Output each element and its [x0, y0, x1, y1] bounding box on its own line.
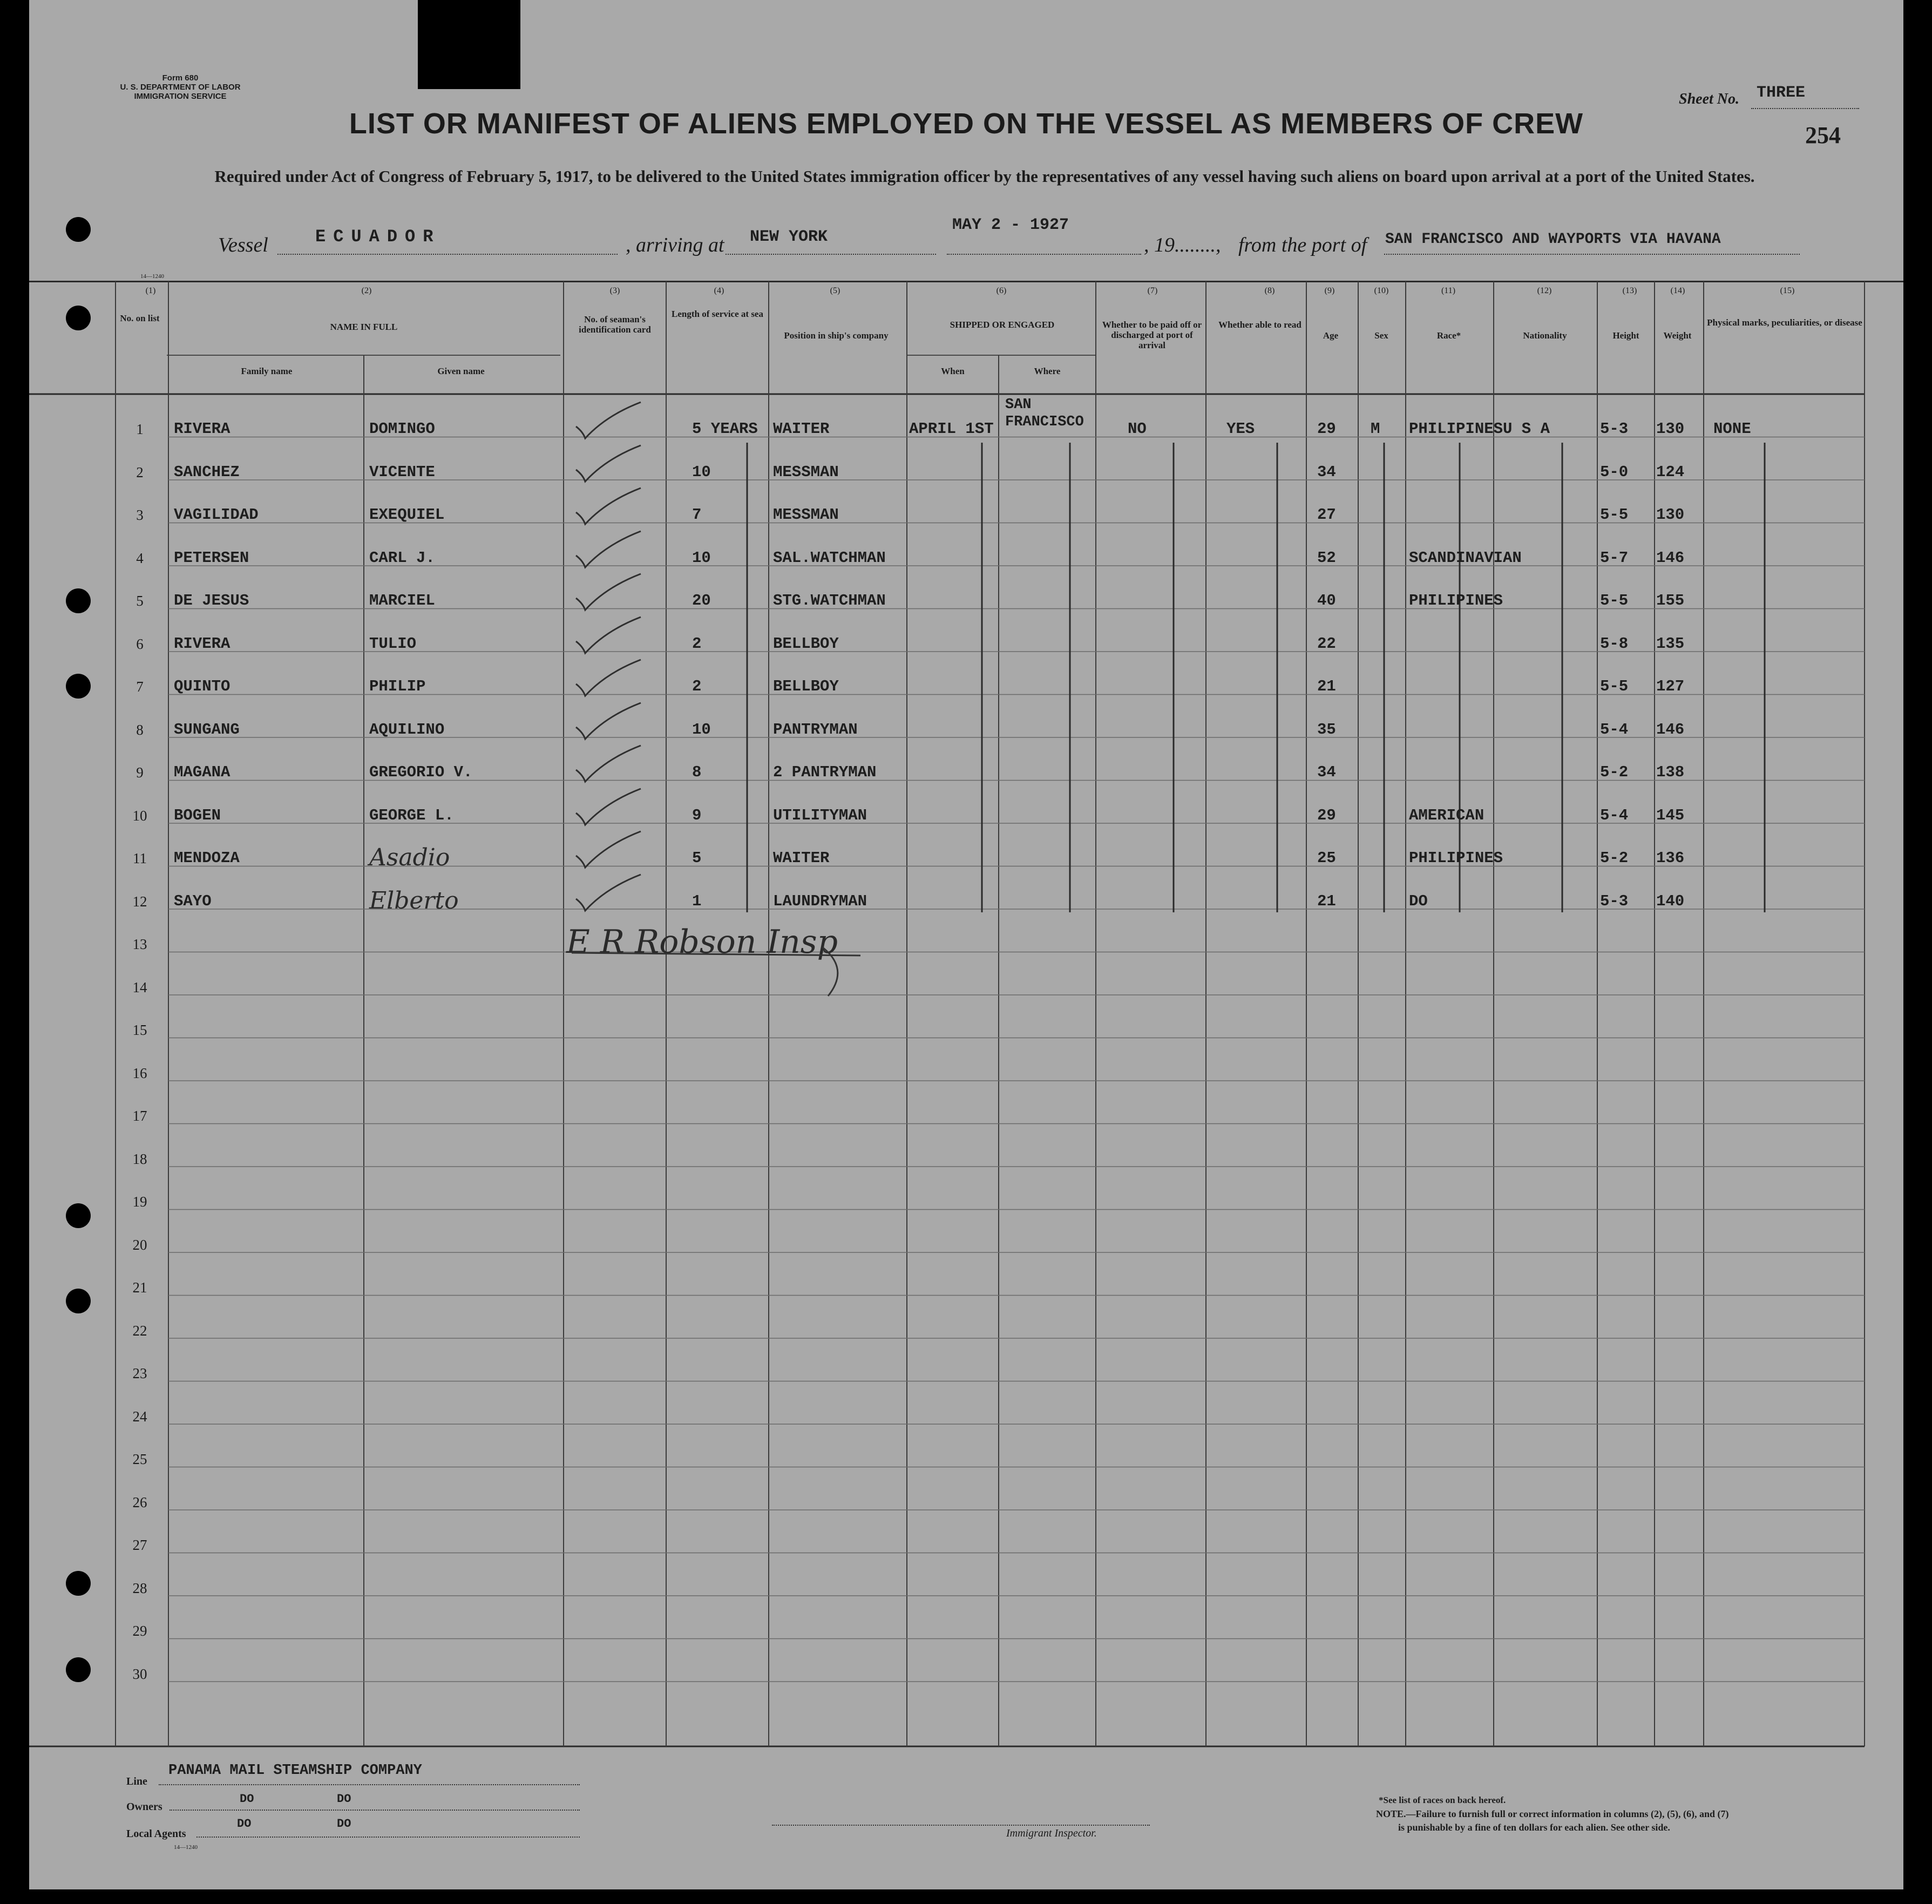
crew-race: PHILIPINES	[1409, 849, 1503, 867]
check-mark	[573, 614, 643, 658]
col-header-name: NAME IN FULL	[330, 322, 398, 332]
vessel-line	[277, 254, 618, 255]
crew-age: 52	[1317, 548, 1336, 567]
crew-service: 8	[692, 763, 702, 781]
row-number: 11	[133, 850, 147, 866]
crew-family-name: SAYO	[174, 892, 212, 910]
crew-height: 5-4	[1600, 806, 1629, 824]
from-port: SAN FRANCISCO AND WAYPORTS VIA HAVANA	[1385, 231, 1721, 248]
row-number: 6	[136, 635, 144, 652]
crew-family-name: BOGEN	[174, 806, 221, 824]
crew-given-name: CARL J.	[369, 548, 435, 567]
crew-service: 10	[692, 463, 711, 481]
inspector-line	[772, 1825, 1150, 1826]
crew-service: 2	[692, 677, 702, 695]
crew-height: 5-8	[1600, 634, 1629, 653]
arriving-label: , arriving at	[626, 234, 724, 256]
arriving-port: NEW YORK	[750, 228, 828, 246]
check-mark	[573, 443, 643, 486]
arriving-line	[726, 254, 936, 255]
crew-service: 1	[692, 892, 702, 910]
row-number: 29	[132, 1623, 147, 1639]
crew-weight: 145	[1656, 806, 1685, 824]
row-number: 26	[132, 1494, 147, 1510]
agents-label: Local Agents	[126, 1828, 186, 1840]
crew-table: (1) (2) (3) (4) (5) (6) (7) (8) (9) (10) (11) (12) (13) (14) (15) No. on list NAME IN FULL Family name Given name No. of seaman's identification card Length of service at sea Position in ship's company SHIPPED OR ENGAGED When Where Whether to be paid off or discharged at port of arrival Whether able to read Age Sex Race* Nationality Height Weight Physical marks, peculiarities, or disease 1 RIVERA DOMINGO 5 YEARS WAITER APRIL 1ST NO YES 29 M PHILIPINES U S A 5-3 130 NONE SAN FRANCISCO 2 SANCHEZ VICENTE 10 MESSMAN 34 5-0 124 3 VAGILIDAD EXEQUIEL 7 MESSMAN 27 5-5 130 4 PETERSEN CARL J. 10 SAL.WATCHMAN 52 SCANDINAVIAN 5-7 146 5 DE JESUS MARCIEL 20 STG.WATCHMAN 40 PHILIPINES 5-5 155 6 RIVERA TULIO 2 BELLBOY 22 5-8 135 7 QUINTO PHILIP 2 BELLBOY 21 5-5 127 8 SUNGANG AQUILINO 10 PANTRYMAN 35 5-4 146 9 MAGANA GREGORIO V. 8 2 PANTRYMAN 34 5-2 138 10 BOGEN GEORGE L. 9 UTILITYMAN 29 AMERICAN 5-4 145 11 MENDOZA Asadio 5 WAITER 25 PHILIPINES 5-2 136 12 SAYO Elberto 1 LAUNDRYMAN 21 DO 5-3 140 13 14 15 16 17 18 19 20 21 22 23 24 25 26 27 28 29 30 E R Robson Insp	[29, 281, 1903, 1752]
col-header-given: Given name	[437, 366, 485, 376]
crew-weight: 146	[1656, 720, 1685, 738]
crew-age: 21	[1317, 892, 1336, 910]
row-number: 14	[132, 979, 147, 995]
crew-weight: 127	[1656, 677, 1685, 695]
crew-given-name: AQUILINO	[369, 720, 445, 738]
crew-position: LAUNDRYMAN	[773, 892, 867, 910]
row-number: 3	[136, 507, 144, 523]
col-header-sex: Sex	[1374, 330, 1388, 341]
crew-service: 7	[692, 506, 702, 524]
crew-position: BELLBOY	[773, 677, 839, 695]
row-number: 10	[132, 807, 147, 824]
crew-age: 25	[1317, 849, 1336, 867]
crew-height: 5-5	[1600, 506, 1629, 524]
crew-age: 40	[1317, 592, 1336, 609]
crew-age: 22	[1317, 634, 1336, 653]
row-number: 15	[132, 1022, 147, 1038]
crew-height: 5-5	[1600, 677, 1629, 695]
col-header-paid-off: Whether to be paid off or discharged at port of arrival	[1102, 320, 1202, 350]
crew-height: 5-0	[1600, 463, 1629, 481]
crew-race: DO	[1409, 892, 1428, 910]
col-header-height: Height	[1612, 330, 1639, 341]
row-number: 28	[132, 1580, 147, 1596]
crew-age: 29	[1317, 420, 1336, 438]
check-mark	[573, 657, 643, 700]
col-header-nationality: Nationality	[1523, 330, 1567, 341]
col-header-race: Race*	[1436, 330, 1461, 341]
crew-service: 9	[692, 806, 702, 824]
crew-family-name: SANCHEZ	[174, 463, 240, 481]
signature-stroke	[569, 937, 871, 1001]
check-mark	[573, 872, 643, 915]
check-mark	[573, 571, 643, 614]
col-header-service: Length of service at sea	[672, 309, 763, 319]
col-header-shipped: SHIPPED OR ENGAGED	[950, 320, 1055, 330]
line-label: Line	[126, 1776, 147, 1787]
crew-given-name: VICENTE	[369, 463, 435, 481]
crew-position: STG.WATCHMAN	[773, 592, 886, 609]
year-label: , 19........,	[1144, 234, 1221, 256]
form-info: Form 680 U. S. DEPARTMENT OF LABOR IMMIGRATION SERVICE	[120, 73, 241, 101]
crew-family-name: RIVERA	[174, 634, 231, 653]
owners-line	[170, 1810, 580, 1811]
crew-height: 5-7	[1600, 548, 1629, 567]
check-mark	[573, 528, 643, 572]
row-number: 2	[136, 464, 144, 480]
crew-service: 5 YEARS	[692, 420, 758, 438]
inspector-signature: E R Robson Insp	[566, 923, 838, 961]
sheet-number: THREE	[1757, 84, 1806, 102]
crew-position: BELLBOY	[773, 634, 839, 653]
crew-family-name: MENDOZA	[174, 849, 240, 867]
crew-weight: 135	[1656, 634, 1685, 653]
document-subtitle: Required under Act of Congress of February 5, 1917, to be delivered to the United States immigration officer by the representatives of any vessel having such aliens on board upon arrival at a port of the United States.	[214, 167, 1755, 186]
crew-age: 34	[1317, 763, 1336, 781]
crew-sex: M	[1371, 420, 1380, 438]
crew-weight: 124	[1656, 463, 1685, 481]
crew-service: 10	[692, 548, 711, 567]
arrival-date: MAY 2 - 1927	[952, 216, 1069, 234]
paper-tab	[418, 0, 520, 89]
crew-nationality: U S A	[1503, 420, 1550, 438]
crew-physical-marks: NONE	[1713, 420, 1751, 438]
crew-family-name: RIVERA	[174, 420, 231, 438]
row-number: 5	[136, 593, 144, 609]
crew-can-read: YES	[1226, 420, 1255, 438]
crew-family-name: SUNGANG	[174, 720, 240, 738]
col-header-read: Whether able to read	[1218, 320, 1301, 330]
crew-service: 2	[692, 634, 702, 653]
crew-race: PHILIPINES	[1409, 592, 1503, 609]
date-line	[947, 254, 1141, 255]
crew-position: MESSMAN	[773, 506, 839, 524]
crew-given-name: Asadio	[369, 844, 450, 871]
crew-position: WAITER	[773, 420, 830, 438]
crew-position: UTILITYMAN	[773, 806, 867, 824]
crew-position: PANTRYMAN	[773, 720, 858, 738]
penalty-note-2: is punishable by a fine of ten dollars for each alien. See other side.	[1398, 1822, 1670, 1833]
crew-height: 5-4	[1600, 720, 1629, 738]
crew-weight: 138	[1656, 763, 1685, 781]
crew-age: 21	[1317, 677, 1336, 695]
check-mark	[573, 700, 643, 743]
row-number: 20	[132, 1236, 147, 1253]
crew-service: 5	[692, 849, 702, 867]
owners-value-2: DO	[337, 1792, 351, 1806]
crew-family-name: QUINTO	[174, 677, 231, 695]
row-number: 12	[132, 893, 147, 910]
crew-position: 2 PANTRYMAN	[773, 763, 877, 781]
check-mark	[573, 399, 643, 443]
row-number: 8	[136, 721, 144, 738]
footer-print-code: 14—1240	[174, 1844, 198, 1851]
col-header-no: No. on list	[120, 313, 160, 323]
crew-given-name: GEORGE L.	[369, 806, 454, 824]
crew-service: 20	[692, 592, 711, 609]
crew-shipped-when: APRIL 1ST	[909, 420, 994, 438]
inspector-label: Immigrant Inspector.	[1006, 1827, 1097, 1839]
crew-height: 5-2	[1600, 763, 1629, 781]
crew-given-name: GREGORIO V.	[369, 763, 473, 781]
col-header-family: Family name	[241, 366, 293, 376]
crew-given-name: TULIO	[369, 634, 417, 653]
crew-shipped-where: SAN FRANCISCO	[1005, 397, 1084, 430]
crew-weight: 130	[1656, 506, 1685, 524]
agents-line	[196, 1837, 580, 1838]
check-mark	[573, 829, 643, 872]
col-header-weight: Weight	[1663, 330, 1692, 341]
crew-position: SAL.WATCHMAN	[773, 548, 886, 567]
crew-age: 29	[1317, 806, 1336, 824]
col-header-age: Age	[1323, 330, 1339, 341]
row-number: 24	[132, 1408, 147, 1425]
manifest-sheet	[29, 0, 1903, 1889]
crew-given-name: MARCIEL	[369, 592, 435, 609]
crew-position: WAITER	[773, 849, 830, 867]
row-number: 19	[132, 1194, 147, 1210]
punch-hole	[66, 217, 91, 242]
col-header-where: Where	[1034, 366, 1061, 376]
crew-family-name: DE JESUS	[174, 592, 249, 609]
line-field-line	[159, 1784, 580, 1785]
row-number: 27	[132, 1537, 147, 1553]
crew-height: 5-3	[1600, 892, 1629, 910]
row-number: 30	[132, 1665, 147, 1682]
agents-value-1: DO	[237, 1817, 252, 1831]
crew-family-name: MAGANA	[174, 763, 231, 781]
from-port-label: from the port of	[1238, 234, 1367, 256]
owners-value-1: DO	[240, 1792, 254, 1806]
row-number: 13	[132, 936, 147, 952]
crew-paid-off: NO	[1128, 420, 1147, 438]
table-grid	[29, 281, 1903, 1752]
row-number: 9	[136, 764, 144, 781]
crew-weight: 146	[1656, 548, 1685, 567]
crew-service: 10	[692, 720, 711, 738]
check-mark	[573, 786, 643, 829]
agents-value-2: DO	[337, 1817, 351, 1831]
crew-given-name: Elberto	[369, 886, 459, 914]
crew-race: AMERICAN	[1409, 806, 1484, 824]
crew-weight: 140	[1656, 892, 1685, 910]
vessel-name: ECUADOR	[315, 227, 441, 247]
page-number: 254	[1805, 122, 1841, 148]
owners-label: Owners	[126, 1801, 162, 1813]
crew-race: SCANDINAVIAN	[1409, 548, 1522, 567]
row-number: 7	[136, 679, 144, 695]
sheet-label: Sheet No.	[1679, 91, 1739, 107]
row-number: 4	[136, 550, 144, 566]
row-number: 25	[132, 1451, 147, 1467]
col-header-physical: Physical marks, peculiarities, or disease	[1707, 317, 1862, 328]
races-note: *See list of races on back hereof.	[1379, 1795, 1506, 1805]
crew-weight: 136	[1656, 849, 1685, 867]
crew-given-name: PHILIP	[369, 677, 426, 695]
crew-age: 27	[1317, 506, 1336, 524]
crew-family-name: PETERSEN	[174, 548, 249, 567]
from-line	[1384, 254, 1800, 255]
crew-race: PHILIPINES	[1409, 420, 1503, 438]
check-mark	[573, 485, 643, 528]
col-header-when: When	[941, 366, 965, 376]
row-number: 17	[132, 1108, 147, 1124]
row-number: 1	[136, 421, 144, 437]
crew-family-name: VAGILIDAD	[174, 506, 259, 524]
crew-given-name: DOMINGO	[369, 420, 435, 438]
crew-age: 35	[1317, 720, 1336, 738]
penalty-note-1: NOTE.—Failure to furnish full or correct information in columns (2), (5), (6), and (7)	[1376, 1808, 1729, 1819]
vessel-label: Vessel	[218, 234, 268, 256]
row-number: 22	[132, 1322, 147, 1339]
crew-weight: 155	[1656, 592, 1685, 609]
check-mark	[573, 743, 643, 786]
row-number: 21	[132, 1279, 147, 1296]
row-number: 16	[132, 1065, 147, 1081]
col-header-position: Position in ship's company	[784, 330, 889, 341]
row-number: 18	[132, 1150, 147, 1167]
crew-height: 5-3	[1600, 420, 1629, 438]
crew-weight: 130	[1656, 420, 1685, 438]
col-header-id-card: No. of seaman's identification card	[579, 314, 651, 335]
line-company: PANAMA MAIL STEAMSHIP COMPANY	[168, 1763, 422, 1779]
crew-position: MESSMAN	[773, 463, 839, 481]
crew-age: 34	[1317, 463, 1336, 481]
crew-height: 5-5	[1600, 592, 1629, 609]
print-code: 14—1240	[140, 273, 164, 280]
crew-given-name: EXEQUIEL	[369, 506, 445, 524]
crew-height: 5-2	[1600, 849, 1629, 867]
document-title: LIST OR MANIFEST OF ALIENS EMPLOYED ON THE VESSEL AS MEMBERS OF CREW	[349, 107, 1584, 140]
row-number: 23	[132, 1365, 147, 1381]
